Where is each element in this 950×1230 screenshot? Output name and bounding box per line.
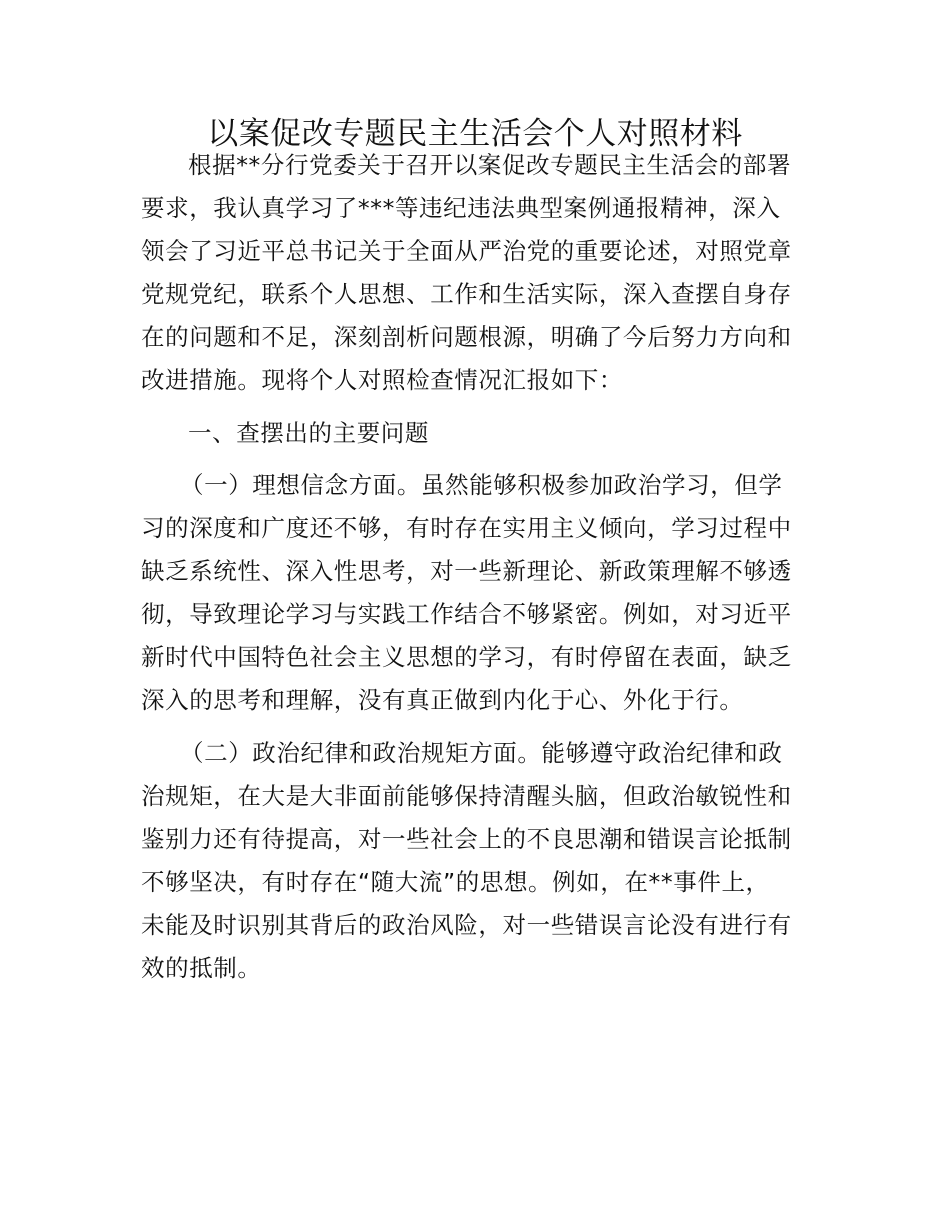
- text-line: 治规矩，在大是大非面前能够保持清醒头脑，但政治敏锐性和: [141, 782, 792, 810]
- text-line: 未能及时识别其背后的政治风险，对一些错误言论没有进行有: [141, 911, 792, 939]
- text-line: 党规党纪，联系个人思想、工作和生活实际，深入查摆自身存: [141, 280, 792, 308]
- text-line: 根据**分行党委关于召开以案促改专题民主生活会的部署: [188, 151, 792, 179]
- text-line: 改进措施。现将个人对照检查情况汇报如下：: [141, 366, 623, 394]
- text-line: 缺乏系统性、深入性思考，对一些新理论、新政策理解不够透: [141, 557, 792, 585]
- text-line: 习的深度和广度还不够，有时存在实用主义倾向，学习过程中: [141, 514, 792, 542]
- text-line: 不够坚决，有时存在“随大流”的思想。例如，在**事件上，: [141, 868, 770, 896]
- text-line: 效的抵制。: [141, 954, 262, 982]
- text-line: 新时代中国特色社会主义思想的学习，有时停留在表面，缺乏: [141, 643, 792, 671]
- text-line: 鉴别力还有待提高，对一些社会上的不良思潮和错误言论抵制: [141, 825, 792, 853]
- text-line: 在的问题和不足，深刻剖析问题根源，明确了今后努力方向和: [141, 323, 792, 351]
- text-line: 要求，我认真学习了***等违纪违法典型案例通报精神，深入: [141, 194, 781, 222]
- text-line: 彻，导致理论学习与实践工作结合不够紧密。例如，对习近平: [141, 600, 792, 628]
- document-title: 以案促改专题民主生活会个人对照材料: [207, 116, 743, 152]
- text-line: 领会了习近平总书记关于全面从严治党的重要论述，对照党章: [141, 237, 792, 265]
- text-line: 深入的思考和理解，没有真正做到内化于心、外化于行。: [141, 686, 744, 714]
- text-line: （一）理想信念方面。虽然能够积极参加政治学习，但学: [180, 471, 783, 499]
- section-heading: 一、查摆出的主要问题: [188, 419, 429, 447]
- text-line: （二）政治纪律和政治规矩方面。能够遵守政治纪律和政: [180, 739, 783, 767]
